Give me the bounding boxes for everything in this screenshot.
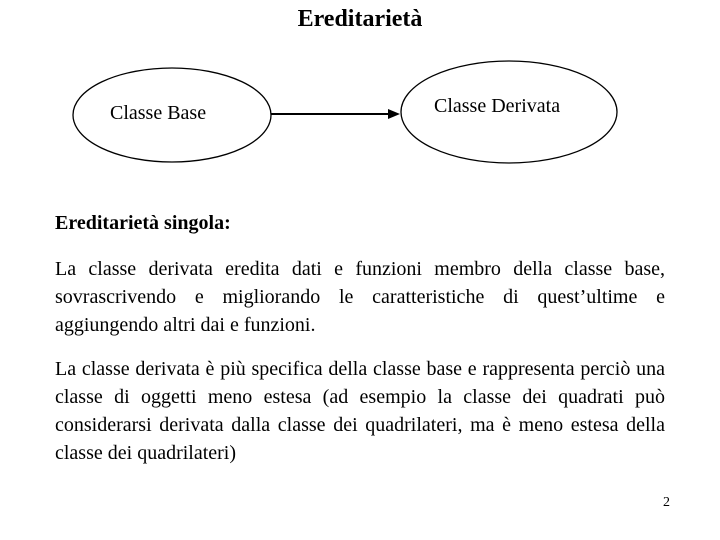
paragraph-1: La classe derivata eredita dati e funzioni membro della classe base, sovrascrivendo e migliorando le caratteristiche di quest’ultime e aggiungendo altri dai e funzioni. [55, 258, 665, 336]
base-class-label: Classe Base [110, 102, 207, 124]
arrow-head [388, 109, 400, 119]
derived-class-label: Classe Derivata [434, 95, 561, 117]
page-number: 2 [663, 495, 670, 510]
section-heading: Ereditarietà singola: [55, 212, 231, 234]
paragraph-2: La classe derivata è più specifica della classe base e rappresenta perciò una classe di oggetti meno estesa (ad esempio la classe dei quadrati può considerarsi derivata dalla classe dei quadrilateri, ma è meno estesa della classe dei quadrilateri) [55, 358, 665, 464]
slide-title: Ereditarietà [297, 6, 423, 32]
